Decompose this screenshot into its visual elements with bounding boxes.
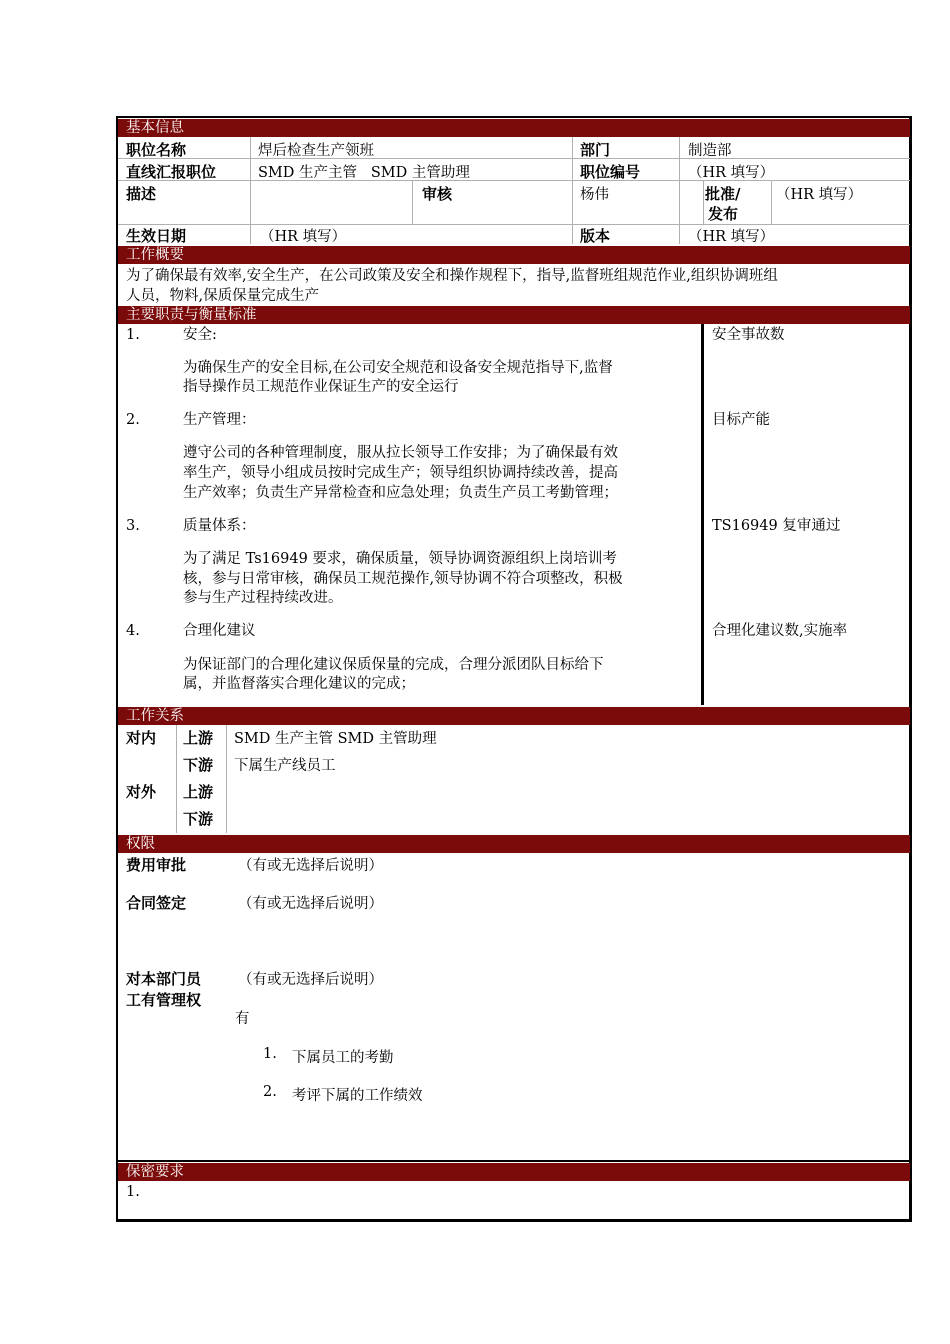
duties-column-divider: [701, 324, 704, 705]
reports-to-label: 直线汇报职位: [126, 163, 217, 181]
confidential-item: 1.: [126, 1184, 140, 1200]
summary-line-1: 为了确保最有效率,安全生产，在公司政策及安全和操作规程下，指导,监督班组规范作业,组织协调班组: [126, 268, 778, 284]
duty-desc: 参与生产过程持续改进。: [183, 590, 343, 606]
divider: [679, 137, 680, 244]
divider: [176, 725, 177, 833]
external-downstream-label: 下游: [183, 810, 214, 828]
divider: [118, 180, 910, 181]
divider: [771, 180, 772, 224]
duty-title: 质量体系：: [183, 518, 256, 534]
duty-title: 合理化建议: [183, 623, 256, 639]
authority-list-item: 下属员工的考勤: [292, 1050, 394, 1066]
divider: [703, 180, 704, 224]
internal-upstream-value: SMD 生产主管 SMD 主管助理: [234, 731, 437, 747]
duty-title: 安全:: [183, 327, 217, 343]
duty-measure: 目标产能: [712, 412, 770, 428]
duty-desc: 为了满足 Ts16949 要求，确保质量，领导协调资源组织上岗培训考: [183, 551, 617, 567]
version-value: （HR 填写）: [688, 229, 775, 245]
staff-management-label-line1: 对本部门员: [126, 970, 202, 988]
expense-approval-value: （有或无选择后说明）: [238, 858, 383, 874]
duty-number: 2.: [126, 412, 140, 428]
section-header-authority: 权限: [118, 835, 910, 853]
position-code-label: 职位编号: [580, 163, 641, 181]
authority-list-item: 考评下属的工作绩效: [292, 1088, 423, 1104]
internal-downstream-value: 下属生产线员工: [234, 758, 336, 774]
review-label: 审核: [422, 185, 453, 203]
internal-upstream-label: 上游: [183, 729, 214, 747]
effective-date-value: （HR 填写）: [260, 229, 347, 245]
duty-number: 1.: [126, 327, 140, 343]
staff-management-label-line2: 工有管理权: [126, 991, 202, 1009]
contract-signing-value: （有或无选择后说明）: [238, 896, 383, 912]
approve-label-line1: 批准/: [705, 185, 741, 203]
duty-desc: 为保证部门的合理化建议保质保量的完成，合理分派团队目标给下: [183, 657, 604, 673]
reviewer-value: 杨伟: [580, 187, 609, 203]
reports-to-value: SMD 生产主管 SMD 主管助理: [258, 165, 470, 181]
position-name-value: 焊后检查生产领班: [258, 143, 374, 159]
duty-number: 4.: [126, 623, 140, 639]
describe-label: 描述: [126, 185, 157, 203]
authority-list-number: 1.: [263, 1046, 277, 1062]
duty-desc: 为确保生产的安全目标,在公司安全规范和设备安全规范指导下,监督: [183, 360, 613, 376]
divider: [118, 158, 910, 159]
summary-line-2: 人员，物料,保质保量完成生产: [126, 288, 320, 304]
divider: [118, 1160, 910, 1162]
divider: [118, 224, 910, 225]
position-name-label: 职位名称: [126, 141, 187, 159]
approver-value: （HR 填写）: [776, 187, 863, 203]
duty-desc: 属，并监督落实合理化建议的完成；: [183, 676, 415, 692]
authority-list-number: 2.: [263, 1084, 277, 1100]
section-header-duties: 主要职责与衡量标准: [118, 306, 910, 324]
external-label: 对外: [126, 783, 157, 801]
external-upstream-label: 上游: [183, 783, 214, 801]
section-header-confidential: 保密要求: [118, 1163, 910, 1181]
section-header-basic: 基本信息: [118, 119, 910, 137]
expense-approval-label: 费用审批: [126, 856, 187, 874]
duty-measure: 合理化建议数,实施率: [712, 623, 848, 639]
duty-measure: 安全事故数: [712, 327, 785, 343]
divider: [226, 725, 227, 833]
position-code-value: （HR 填写）: [688, 165, 775, 181]
duty-desc: 遵守公司的各种管理制度，服从拉长领导工作安排；为了确保最有效: [183, 445, 618, 461]
duty-desc: 核，参与日常审核，确保员工规范操作,领导协调不符合项整改，积极: [183, 571, 623, 587]
internal-label: 对内: [126, 729, 157, 747]
divider: [250, 137, 251, 244]
divider: [572, 137, 573, 244]
department-value: 制造部: [688, 143, 732, 159]
duty-desc: 率生产，领导小组成员按时完成生产；领导组织协调持续改善，提高: [183, 465, 618, 481]
section-header-summary: 工作概要: [118, 246, 910, 264]
version-label: 版本: [580, 227, 611, 245]
staff-management-answer: 有: [235, 1011, 250, 1027]
section-header-relations: 工作关系: [118, 707, 910, 725]
effective-date-label: 生效日期: [126, 227, 187, 245]
duty-measure: TS16949 复审通过: [712, 518, 841, 534]
divider: [412, 180, 413, 224]
duty-desc: 指导操作员工规范作业保证生产的安全运行: [183, 379, 459, 395]
internal-downstream-label: 下游: [183, 756, 214, 774]
duty-number: 3.: [126, 518, 140, 534]
approve-label-line2: 发布: [708, 205, 739, 223]
staff-management-value: （有或无选择后说明）: [238, 972, 383, 988]
contract-signing-label: 合同签定: [126, 894, 187, 912]
duty-title: 生产管理：: [183, 412, 256, 428]
duty-desc: 生产效率；负责生产异常检查和应急处理；负责生产员工考勤管理；: [183, 485, 618, 501]
department-label: 部门: [580, 141, 611, 159]
